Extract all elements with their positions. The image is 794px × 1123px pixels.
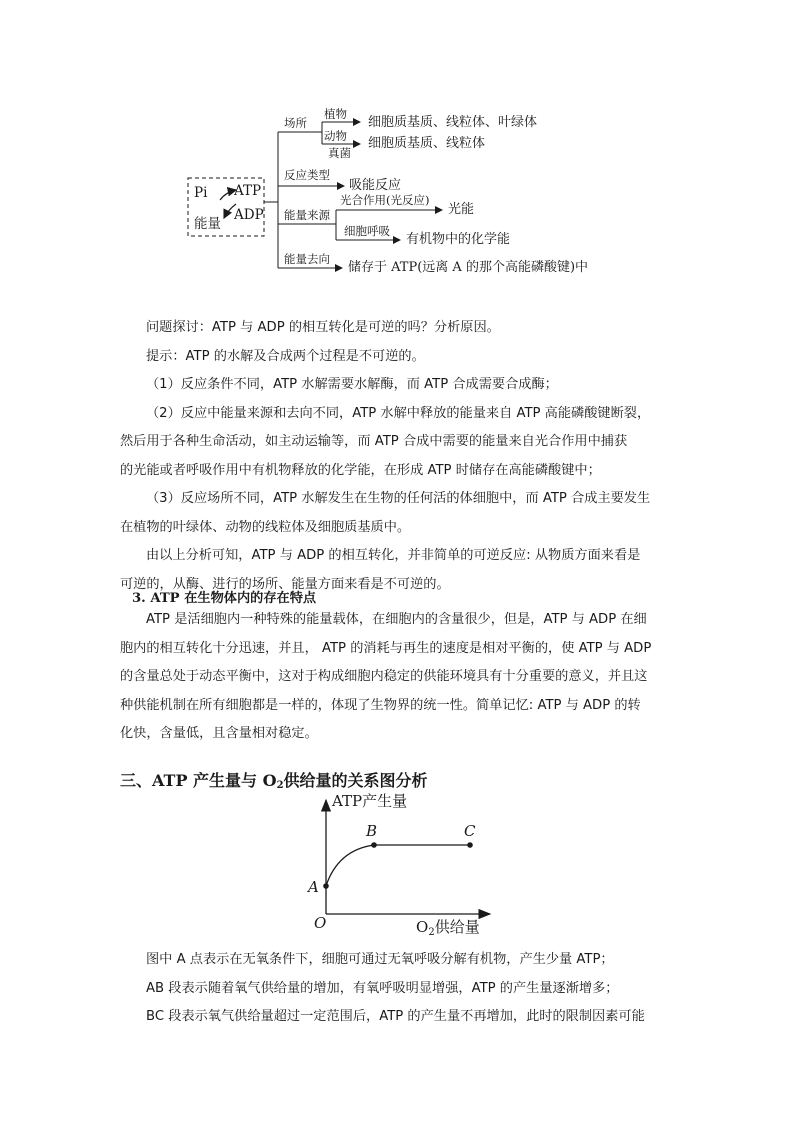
point-a-label: A: [308, 878, 319, 896]
x-axis-label-sub: 2: [428, 927, 435, 938]
part-3-title-suffix: 供给量的关系图分析: [283, 771, 428, 790]
section-3-line-1: ATP 是活细胞内一种特殊的能量载体，在细胞内的含量很少，但是，ATP 与 ADP 在细: [146, 612, 647, 627]
section-3-line-3: 的含量总处于动态平衡中，这对于构成细胞内稳定的供能环境具有十分重要的意义，并且这: [120, 669, 648, 684]
point-c-label: C: [464, 822, 476, 840]
photosynthesis-label: 光合作用(光反应): [340, 193, 430, 207]
plant-label: 植物: [324, 107, 347, 121]
animal-label: 动物: [324, 129, 347, 143]
energy-source-label: 能量来源: [284, 208, 330, 222]
atp-label: ATP: [234, 183, 262, 199]
respiration-label: 细胞呼吸: [344, 224, 390, 238]
reaction-type-label: 反应类型: [284, 168, 330, 182]
reaction-value: 吸能反应: [349, 178, 402, 193]
section-3-heading: 3. ATP 在生物体内的存在特点: [132, 591, 317, 606]
reason-3-line-1: （3）反应场所不同，ATP 水解发生在生物的任何活的体细胞中，而 ATP 合成主要发生: [146, 491, 651, 506]
fungi-label: 真菌: [328, 146, 351, 160]
section-3-body: [120, 606, 676, 749]
section-3-line-2: 胞内的相互转化十分迅速，并且， ATP 的消耗与再生的速度是相对平衡的，使 ATP 与 ADP: [120, 640, 652, 656]
part-3-title-sub: 2: [276, 780, 284, 791]
point-b-dot: [371, 842, 377, 848]
energy-destination-label: 能量去向: [284, 252, 330, 266]
discussion-block: [120, 314, 676, 599]
section-3-line-5: 化快，含量低，且含量相对稳定。: [120, 726, 318, 741]
atp-concept-map: [186, 106, 646, 278]
reason-2-line-3: 的光能或者呼吸作用中有机物释放的化学能，在形成 ATP 时储存在高能磷酸键中；: [120, 462, 601, 478]
animal-sites: 细胞质基质、线粒体: [368, 136, 486, 151]
reason-2-line-2: 然后用于各种生命活动，如主动运输等，而 ATP 合成中需要的能量来自光合作用中捕获: [120, 434, 628, 449]
explanation-a: 图中 A 点表示在无氧条件下，细胞可通过无氧呼吸分解有机物，产生少量 ATP；: [146, 952, 614, 967]
section-3-line-4: 种供能机制在所有细胞都是一样的，体现了生物界的统一性。简单记忆: ATP 与 ADP 的转: [120, 697, 641, 713]
adp-label: ADP: [234, 207, 264, 223]
part-3-title: [120, 768, 428, 791]
hint-line: 提示：ATP 的水解及合成两个过程是不可逆的。: [146, 348, 425, 364]
x-axis-label-prefix: O: [416, 918, 429, 936]
x-axis-label: [416, 920, 480, 938]
destination-value: 储存于 ATP(远离 A 的那个高能磷酸键)中: [348, 260, 589, 275]
plant-sites: 细胞质基质、线粒体、叶绿体: [368, 115, 538, 130]
explanation-bc: BC 段表示氧气供给量超过一定范围后，ATP 的产生量不再增加，此时的限制因素可能: [146, 1009, 645, 1024]
light-energy: 光能: [448, 202, 475, 217]
graph-explanation: [120, 946, 676, 1032]
chemical-energy: 有机物中的化学能: [406, 232, 511, 247]
pi-label: Pi: [194, 185, 208, 201]
part-3-title-prefix: 三、ATP 产生量与 O: [120, 771, 277, 790]
question-line: 问题探讨：ATP 与 ADP 的相互转化是可逆的吗？分析原因。: [146, 320, 500, 335]
point-c-dot: [467, 842, 473, 848]
point-b-label: B: [366, 822, 378, 840]
point-a-dot: [323, 883, 329, 889]
site-label: 场所: [284, 116, 307, 130]
conclusion-line-2: 可逆的，从酶、进行的场所、能量方面来看是不可逆的。: [120, 576, 450, 592]
atp-o2-graph: [300, 792, 500, 942]
energy-label: 能量: [194, 216, 221, 232]
x-axis-label-suffix: 供给量: [434, 918, 480, 936]
explanation-ab: AB 段表示随着氧气供给量的增加，有氧呼吸明显增强，ATP 的产生量逐渐增多；: [146, 980, 619, 996]
conclusion-line-1: 由以上分析可知，ATP 与 ADP 的相互转化，并非简单的可逆反应: 从物质方面来看是: [146, 548, 641, 563]
y-axis-label: ATP产生量: [332, 792, 408, 810]
curve-ab: [326, 845, 374, 886]
reason-3-line-2: 在植物的叶绿体、动物的线粒体及细胞质基质中。: [120, 519, 411, 535]
origin-label: O: [314, 914, 327, 932]
reason-1-line: （1）反应条件不同，ATP 水解需要水解酶，而 ATP 合成需要合成酶；: [146, 377, 558, 392]
reason-2-line-1: （2）反应中能量来源和去向不同，ATP 水解中释放的能量来自 ATP 高能磷酸键断裂，: [146, 405, 651, 421]
